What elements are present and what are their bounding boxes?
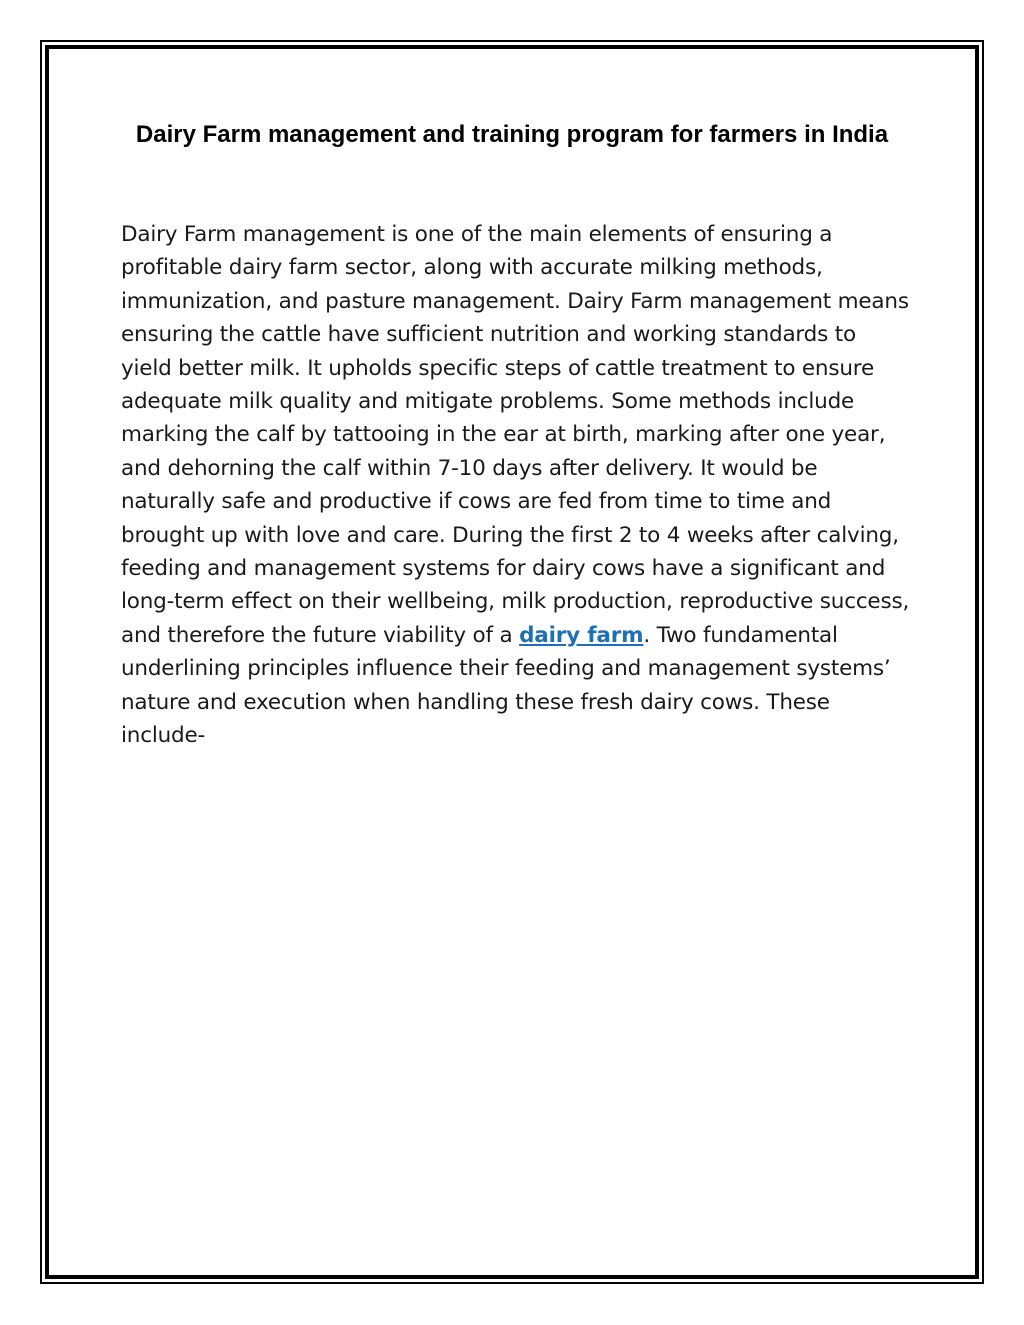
paragraph-text-before-link: Dairy Farm management is one of the main elements of ensuring a profitable dairy farm sector, along with accurate milking methods, immunization, and pasture management. Dairy Farm management means ensuring the cattle have sufficient nutrition and working standards to yield better milk. It upholds specific steps of cattle treatment to ensure adequate milk quality and mitigate problems. Some methods include marking the calf by tattooing in the ear at birth, marking after one year, and dehorning the calf within 7-10 days after delivery. It would be naturally safe and productive if cows are fed from time to time and brought up with love and care. During the first 2 to 4 weeks after calving, feeding and management systems for dairy cows have a significant and long-term effect on their wellbeing, milk production, reproductive success, and therefore the future viability of a — [121, 222, 910, 648]
dairy-farm-link[interactable]: dairy farm — [519, 622, 644, 648]
paragraph-text-after-link: . Two fundamental underlining principles influence their feeding and management systems’ nature and execution when handling these fresh dairy cows. These include- — [121, 622, 891, 749]
body-paragraph — [121, 218, 911, 753]
document-title: Dairy Farm management and training program for farmers in India — [135, 121, 889, 148]
